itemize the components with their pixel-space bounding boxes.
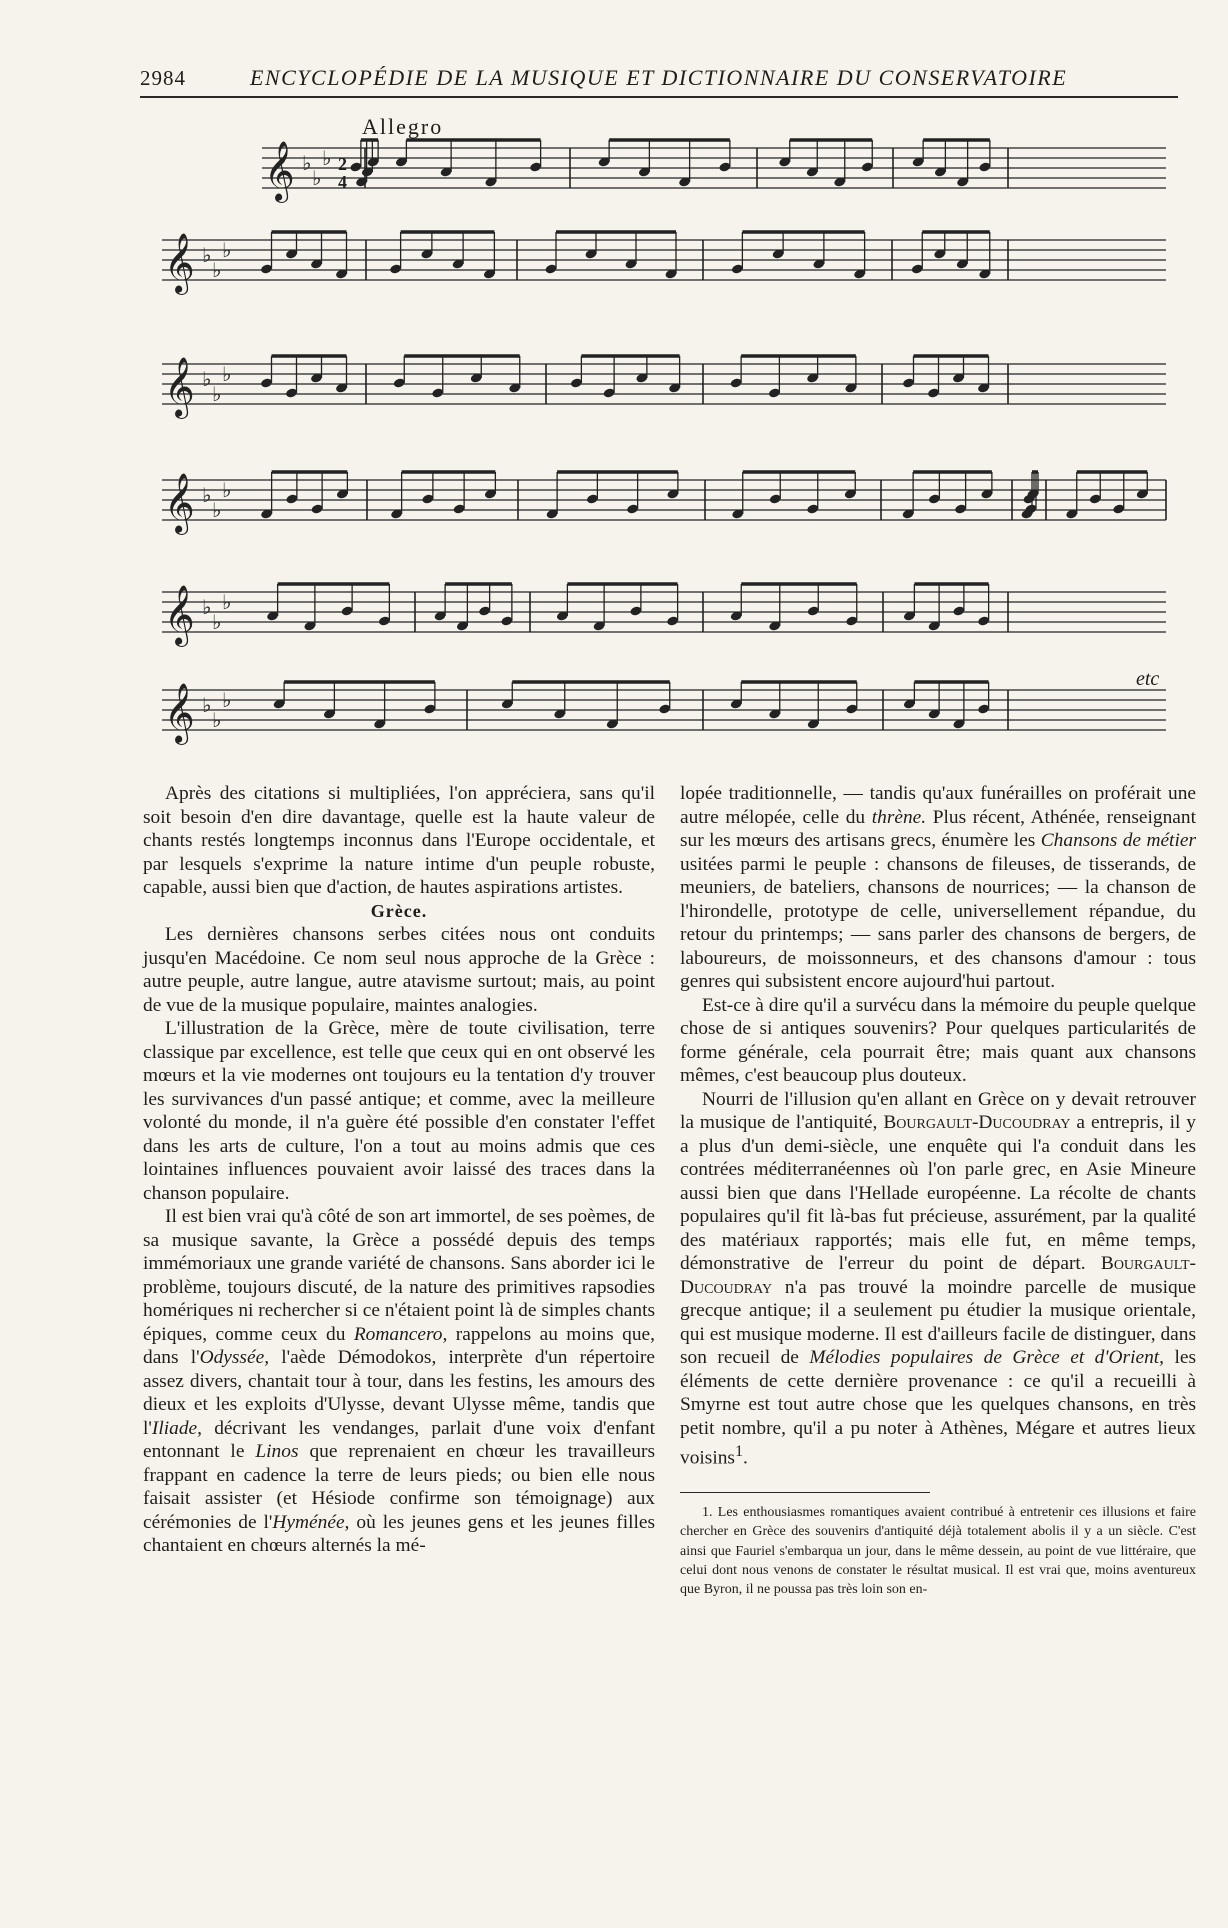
staff	[162, 682, 1166, 745]
paragraph-art-immortel: Il est bien vrai qu'à côté de son art immortel, de ses poèmes, de sa musique savante, la Grèce a possédé depuis des temps immémoriaux une grande variété de chansons. Sans aborder ici le problème, toujours discuté, de la nature des primitives rapsodies homériques ni rechercher si ce n'étaient point là de simples chants épiques, comme ceux du Romancero, rappelons au moins que, dans l'Odyssée, l'aède Démodokos, interprète d'un répertoire assez divers, chantait tour à tour, dans les festins, les amours des dieux et les exploits d'Ulysse, devant Ulysse même, tandis que l'Iliade, décrivant les vendanges, parlait d'une voix d'enfant entonnant le Linos que reprenaient en chœur les travailleurs frappant en cadence la terre de leurs pieds; ou bien elle nous faisait assister (et Hésiode confirme son témoignage) aux cérémonies de l'Hyménée, où les jeunes gens et les jeunes filles chantaient en chœurs alternés la mé-	[143, 1206, 656, 1556]
flat-icon: ♭	[212, 498, 222, 522]
time-signature-top: 2	[338, 154, 347, 174]
flat-icon: ♭	[202, 595, 212, 619]
running-title: ENCYCLOPÉDIE DE LA MUSIQUE ET DICTIONNAIRE DU CONSERVATOIRE	[250, 65, 1068, 90]
staff	[162, 472, 1166, 535]
footnote-rule	[680, 1492, 930, 1493]
flat-icon: ♭	[222, 238, 232, 262]
paragraph-continued: lopée traditionnelle, — tandis qu'aux funérailles on proférait une autre mélopée, celle du thrène. Plus récent, Athénée, renseignant sur les mœurs des artisans grecs, énumère les Chansons de métier usitées parmi le peuple : chansons de fileuses, de tisserands, de meuniers, de bateliers, chansons de nourrices; — la chanson de l'hirondelle, prototype de celle, universellement répandue, du retour du printemps; — sans parler des chansons de bergers, de laboureurs, de moissonneurs, et des chansons d'amour : tous genres qui subsistent encore aujourd'hui partout.	[680, 783, 1196, 992]
left-column	[143, 782, 655, 1558]
treble-clef-icon: 𝄞	[164, 683, 195, 743]
flat-icon: ♭	[222, 478, 232, 502]
flat-icon: ♭	[322, 146, 332, 170]
music-score	[0, 120, 1228, 760]
flat-icon: ♭	[312, 166, 322, 190]
staff	[162, 232, 1166, 295]
staff	[262, 140, 1166, 203]
paragraph-macedoine: Les dernières chansons serbes citées nous ont conduits jusqu'en Macédoine. Ce nom seul nous approche de la Grèce : autre peuple, autre langue, autre atavisme surtout; mais, au point de vue de la musique populaire, maintes analogies.	[143, 924, 655, 1016]
treble-clef-icon: 𝄞	[164, 357, 195, 417]
flat-icon: ♭	[202, 693, 212, 717]
treble-clef-icon: 𝄞	[164, 233, 195, 293]
flat-icon: ♭	[222, 590, 232, 614]
tempo-marking: Allegro	[362, 114, 444, 139]
footnote: 1. Les enthousiasmes romantiques avaient contribué à entretenir ces illusions et faire chercher en Grèce des souvenirs d'antiquité déjà totalement abolis il y a un siècle. C'est ainsi que Fauriel s'embarqua un jour, dans le même dessein, au point de vue littéraire, que celui dont nous venons de constater le résultat musical. Il est vrai que, moins aventureux que Byron, il ne poussa pas très loin son en-	[680, 1504, 1196, 1598]
staff	[162, 356, 1166, 419]
flat-icon: ♭	[212, 258, 222, 282]
flat-icon: ♭	[212, 610, 222, 634]
flat-icon: ♭	[202, 483, 212, 507]
flat-icon: ♭	[202, 243, 212, 267]
flat-icon: ♭	[302, 151, 312, 175]
flat-icon: ♭	[212, 382, 222, 406]
time-signature-bottom: 4	[338, 172, 347, 192]
treble-clef-icon: 𝄞	[264, 141, 295, 201]
flat-icon: ♭	[202, 367, 212, 391]
staff	[162, 584, 1166, 647]
treble-clef-icon: 𝄞	[164, 585, 195, 645]
flat-icon: ♭	[222, 362, 232, 386]
right-column	[680, 782, 1196, 1599]
paragraph-bourgault: Nourri de l'illusion qu'en allant en Grèce on y devait retrouver la musique de l'antiquité, Bourgault-Ducoudray a entrepris, il y a plus d'un demi-siècle, une enquête qui l'a conduit dans les contrées méditerranéennes où l'on parle grec, en Asie Mineure aussi bien que dans l'Hellade européenne. La récolte de chants populaires qu'il fit là-bas fut précieuse, assurément, par la qualité des matériaux rapportés; mais elle fut, en même temps, démonstrative de l'erreur du point de départ. Bourgault-Ducoudray n'a pas trouvé la moindre parcelle de musique grecque antique; il a seulement pu étudier la musique orientale, qui est musique moderne. Il est d'ailleurs facile de distinguer, dans son recueil de Mélodies populaires de Grèce et d'Orient, les éléments de cette dernière provenance : ce qu'il a recueilli à Smyrne est tout autre chose que les quelques chansons, en très petit nombre, qu'il a pu noter à Athènes, Mégare et autres lieux voisins$^1$.	[680, 1088, 1197, 1469]
page-number: 2984	[140, 66, 186, 90]
flat-icon: ♭	[212, 708, 222, 732]
section-heading-grece: Grèce.	[370, 900, 428, 921]
paragraph-survecu: Est-ce à dire qu'il a survécu dans la mémoire du peuple quelque chose de si antiques souvenirs? Pour quelques particularités de forme générale, cela pourrait être; mais quant aux chansons mêmes, c'est beaucoup plus douteux.	[680, 994, 1197, 1086]
treble-clef-icon: 𝄞	[164, 473, 195, 533]
running-header	[140, 62, 1178, 98]
paragraph-intro: Après des citations si multipliées, l'on appréciera, sans qu'il soit besoin d'en dire davantage, quelle est la haute valeur de chants restés longtemps inconnus dans l'Europe occidentale, et par lesquels s'exprime la nature intime d'un peuple robuste, capable, aussi bien que d'action, de hautes aspirations artistes.	[143, 783, 655, 898]
score-ending-mark: etc	[1136, 668, 1160, 690]
flat-icon: ♭	[222, 688, 232, 712]
paragraph-illustration: L'illustration de la Grèce, mère de toute civilisation, terre classique par excellence, est telle que ceux qui en ont observé les mœurs et la vie modernes ont toujours eu la tentation d'y trouver les survivances d'un passé antique; et comme, avec la meilleure volonté du monde, il n'a guère été possible d'en constater l'effet dans les arts de culture, l'on a tout au moins admis que ces lointaines influences pouvaient avoir laissé des traces dans la chanson populaire.	[143, 1018, 655, 1204]
